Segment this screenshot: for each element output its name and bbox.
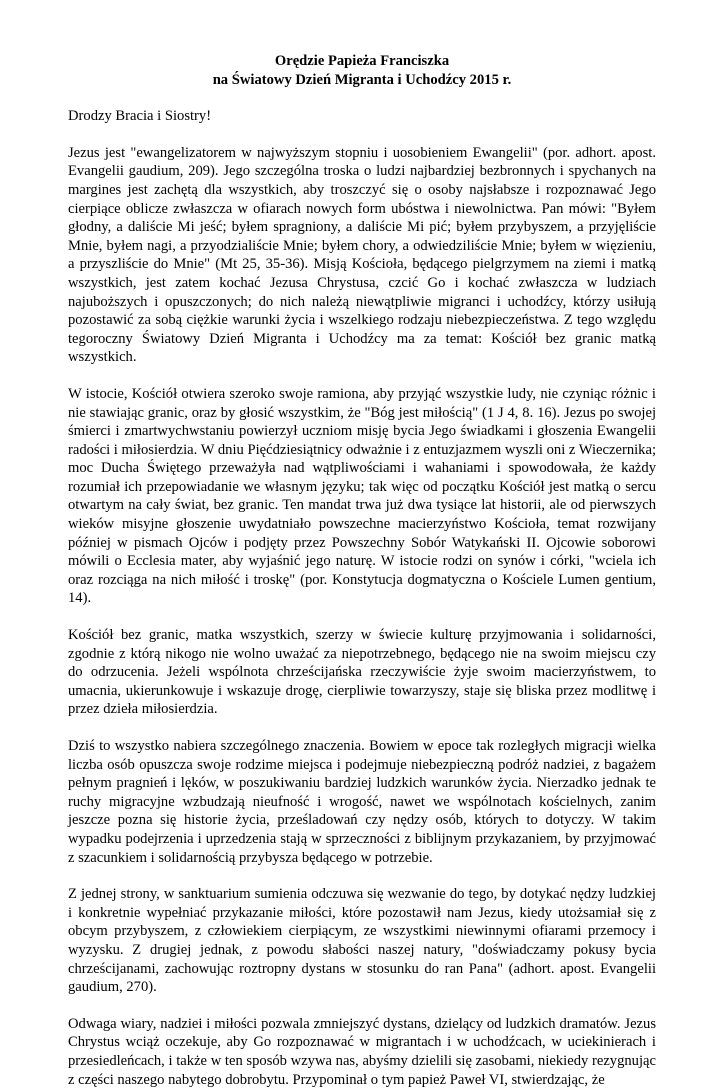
- paragraph-4: Dziś to wszystko nabiera szczególnego znaczenia. Bowiem w epoce tak rozległych migracji wielka liczba osób opuszcza swoje rodzime miejsca i podejmuje niebezpieczną podróż nadziei, z bagażem pełnym pragnień i lęków, w poszukiwaniu bardziej ludzkich warunków życia. Nierzadko jednak te ruchy migracyjne wzbudzają nieufność i wrogość, nawet we wspólnotach kościelnych, zanim jeszcze pozna się historie życia, prześladowań czy nędzy osób, których to dotyczy. W takim wypadku podejrzenia i uprzedzenia stają w sprzeczności z biblijnym przykazaniem, by przyjmować z szacunkiem i solidarnością przybysza będącego w potrzebie.: [68, 738, 656, 866]
- paragraph-5: Z jednej strony, w sanktuarium sumienia odczuwa się wezwanie do tego, by dotykać nędzy ludzkiej i konkretnie wypełniać przykazanie miłości, które pozostawił nam Jezus, kiedy utożsamiał się z obcym przybyszem, z człowiekiem cierpiącym, ze wszystkimi niewinnymi ofiarami przemocy i wyzysku. Z drugiej jednak, z powodu słabości naszej natury, "doświadczamy pokusy bycia chrześcijanami, zachowując roztropny dystans w stosunku do ran Pana" (adhort. apost. Evangelii gaudium, 270).: [68, 886, 656, 996]
- document-title: [68, 52, 656, 89]
- paragraph-1: Jezus jest "ewangelizatorem w najwyższym stopniu i uosobieniem Ewangelii" (por. adhort. apost. Evangelii gaudium, 209). Jego szczególna troska o ludzi najbardziej bezbronnych i spychanych na margines jest zachętą dla wszystkich, aby troszczyć się o osoby najsłabsze i rozpoznawać Jego cierpiące oblicze zwłaszcza w ofiarach nowych form ubóstwa i niewolnictwa. Pan mówi: "Byłem głodny, a daliście Mi jeść; byłem spragniony, a daliście Mi pić; byłem przybyszem, a przyjęliście Mnie, byłem nagi, a przyodzialiście Mnie; byłem chory, a odwiedziliście Mnie; byłem w więzieniu, a przyszliście do Mnie" (Mt 25, 35-36). Misją Kościoła, będącego pielgrzymem na ziemi i matką wszystkich, jest zatem kochać Jezusa Chrystusa, czcić Go i kochać zwłaszcza w ludziach najuboższych i opuszczonych; do nich należą niewątpliwie migranci i uchodźcy, którzy usiłują pozostawić za sobą ciężkie warunki życia i wszelkiego rodzaju niebezpieczeństwa. Z tego względu tegoroczny Światowy Dzień Migranta i Uchodźcy ma za temat: Kościół bez granic matką wszystkich.: [68, 144, 656, 366]
- title-line-2: na Światowy Dzień Migranta i Uchodźcy 2015 r.: [212, 71, 512, 88]
- title-line-1: Orędzie Papieża Franciszka: [274, 53, 450, 69]
- document-page: [68, 52, 656, 1089]
- greeting: Drodzy Bracia i Siostry!: [68, 108, 212, 125]
- paragraph-2: W istocie, Kościół otwiera szeroko swoje ramiona, aby przyjąć wszystkie ludy, nie czyniąc różnic i nie stawiając granic, oraz by głosić wszystkim, że "Bóg jest miłością" (1 J 4, 8. 16). Jezus po swojej śmierci i zmartwychwstaniu powierzył uczniom misję bycia Jego świadkami i głoszenia Ewangelii radości i miłosierdzia. W dniu Pięćdziesiątnicy odważnie i z entuzjazmem wyszli oni z Wieczernika; moc Ducha Świętego przeważyła nad wątpliwościami i wahaniami i spowodowała, że każdy rozumiał ich przepowiadanie we własnym języku; tak więc od początku Kościół jest matką o sercu otwartym na cały świat, bez granic. Ten mandat trwa już dwa tysiące lat historii, ale od pierwszych wieków misyjne głoszenie uwydatniało powszechne macierzyństwo Kościoła, temat rozwijany później w pismach Ojców i podjęty przez Powszechny Sobór Watykański II. Ojcowie soborowi mówili o Ecclesia mater, aby wyjaśnić jego naturę. W istocie rodzi on synów i córki, "wciela ich oraz rozciąga na nich miłość i troskę" (por. Konstytucja dogmatyczna o Kościele Lumen gentium, 14).: [68, 385, 656, 607]
- paragraph-6: Odwaga wiary, nadziei i miłości pozwala zmniejszyć dystans, dzielący od ludzkich dramatów. Jezus Chrystus wciąż oczekuje, aby Go rozpoznawać w migrantach i w uchodźcach, w uciekinierach i przesiedleńcach, i także w ten sposób wzywa nas, abyśmy dzielili się zasobami, niekiedy rezygnując z części naszego nabytego dobrobytu. Przypominał o tym papież Paweł VI, stwierdzając, że: [68, 1015, 656, 1088]
- paragraph-3: Kościół bez granic, matka wszystkich, szerzy w świecie kulturę przyjmowania i solidarności, zgodnie z którą nikogo nie wolno uważać za niepotrzebnego, będącego nie na swoim miejscu czy do odrzucenia. Jeżeli wspólnota chrześcijańska rzeczywiście żyje swoim macierzyństwem, to umacnia, ukierunkowuje i wskazuje drogę, cierpliwie towarzyszy, staje się bliska przez modlitwę i przez dzieła miłosierdzia.: [68, 627, 656, 718]
